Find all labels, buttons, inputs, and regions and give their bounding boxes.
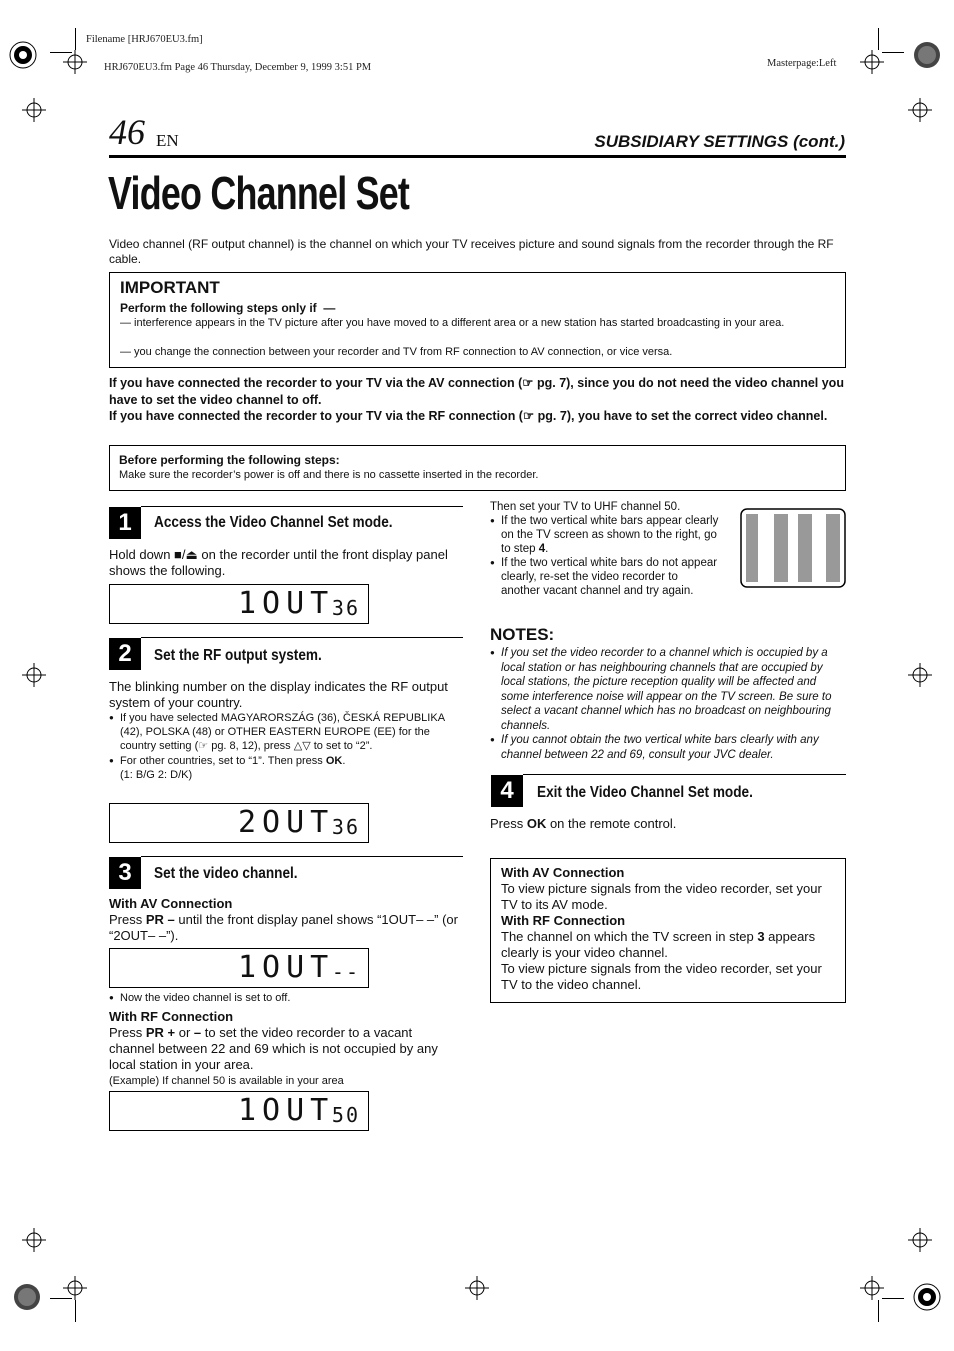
step-rule	[523, 774, 846, 775]
uhf-text: Then set your TV to UHF channel 50.	[490, 501, 681, 513]
step-number-badge: 1	[109, 507, 141, 539]
registration-target-icon	[912, 1282, 942, 1312]
section-header: SUBSIDIARY SETTINGS (cont.)	[594, 132, 845, 151]
display-segment-text: 1OUT	[238, 1093, 335, 1128]
step-2-bullets	[109, 711, 461, 782]
display-channel: 36	[331, 596, 360, 620]
crosshair-icon	[908, 98, 932, 122]
tv-screen-bars-illustration	[740, 508, 846, 588]
display-channel: --	[331, 960, 360, 984]
important-lead: Perform the following steps only if —	[120, 301, 336, 315]
crosshair-icon	[63, 1276, 87, 1300]
system-legend: (1: B/G 2: D/K)	[120, 769, 193, 781]
important-heading: IMPORTANT	[120, 278, 220, 297]
step-title: Set the RF output system.	[154, 647, 322, 664]
display-segment-text: 1OUT	[238, 950, 335, 985]
stop-eject-icon: ■/⏏	[174, 547, 198, 562]
crosshair-icon	[22, 1228, 46, 1252]
crosshair-icon	[860, 50, 884, 74]
list-item: ● If the two vertical white bars do not appear clearly, re-set the video recorder to another vacant channel and try again.	[490, 556, 720, 598]
front-display-panel	[109, 1091, 369, 1131]
summary-rf-heading: With RF Connection	[501, 913, 626, 928]
step-rule	[141, 637, 463, 638]
av-off-note: ● Now the video channel is set to off.	[109, 991, 954, 1005]
summary-content	[501, 865, 839, 993]
step-number-badge: 4	[491, 775, 523, 807]
page-title: Video Channel Set	[108, 167, 410, 219]
front-display-panel	[109, 584, 369, 624]
reference-icon: ☞	[522, 409, 535, 423]
rf-connection-heading: With RF Connection	[109, 1009, 234, 1024]
registration-target-icon	[912, 40, 942, 70]
important-item: — interference appears in the TV picture after you have moved to a different area or a new station has started broadcasting in your area.	[120, 317, 785, 329]
display-segment-text: 2OUT	[238, 805, 335, 840]
rf-connection-text: Press PR + or – to set the video recorder to a vacant channel between 22 and 69 which is not occupied by any local station in your area.	[109, 1025, 438, 1072]
masterpage-label: Masterpage:Left	[767, 58, 837, 69]
list-item: ● If you set the video recorder to a channel which is occupied by a local station or has neighbouring channels that are occupied by local stations, the picture reception quality will be affected and some interference noise will appear on the TV screen. Be sure to select a vacant channel which has no broadcast on neighbouring channels.	[490, 646, 846, 733]
step-number-badge: 2	[109, 638, 141, 670]
connection-note	[109, 375, 846, 425]
before-heading: Before performing the following steps:	[119, 453, 340, 467]
crosshair-icon	[22, 98, 46, 122]
page-language: EN	[156, 131, 179, 150]
notes-heading: NOTES:	[490, 625, 555, 644]
step-number-badge: 3	[109, 857, 141, 889]
front-display-panel	[109, 803, 369, 843]
step-2-text: The blinking number on the display indicates the RF output system of your country.	[109, 679, 448, 710]
step-1-text: Hold down ■/⏏ on the recorder until the front display panel shows the following.	[109, 547, 448, 578]
before-box	[109, 445, 846, 491]
list-item: ● For other countries, set to “1”. Then press OK.	[109, 754, 461, 768]
crosshair-icon	[908, 1228, 932, 1252]
page-number: 46	[109, 112, 145, 152]
crosshair-icon	[860, 1276, 884, 1300]
list-item: ● If the two vertical white bars appear clearly on the TV screen as shown to the right, go to step 4.	[490, 514, 720, 556]
list-item: ● If you have selected MAGYARORSZÁG (36), ČESKÁ REPUBLIKA (42), POLSKA (48) or OTHER EASTERN EUROPE (EE) for the country setting (☞ pg. 8, 12), press △▽ to set to “2”.	[109, 711, 461, 753]
step-title: Exit the Video Channel Set mode.	[537, 784, 753, 801]
display-channel: 36	[331, 815, 360, 839]
step-rule	[141, 856, 463, 857]
channel-example-note: (Example) If channel 50 is available in your area	[109, 1075, 344, 1087]
crosshair-icon	[22, 663, 46, 687]
av-connection-heading: With AV Connection	[109, 896, 233, 911]
av-connection-note: If you have connected the recorder to your TV via the AV connection (☞ pg. 7), since you do not need the video channel you have to set the video channel to off.	[109, 376, 844, 407]
intro-text: Video channel (RF output channel) is the channel on which your TV receives picture and sound signals from the recorder through the RF cable.	[109, 237, 834, 266]
summary-box	[490, 858, 846, 1003]
step-title: Set the video channel.	[154, 865, 298, 882]
file-info-label: HRJ670EU3.fm Page 46 Thursday, December 9, 1999 3:51 PM	[104, 62, 372, 73]
display-channel: 50	[331, 1103, 360, 1127]
step-4-text: Press OK on the remote control.	[490, 816, 677, 831]
up-down-arrows-icon: △▽	[293, 740, 311, 752]
registration-target-icon	[12, 1282, 42, 1312]
before-text: Make sure the recorder’s power is off and there is no cassette inserted in the recorder.	[119, 469, 539, 481]
step-rule	[141, 506, 463, 507]
rf-connection-note: If you have connected the recorder to your TV via the RF connection (☞ pg. 7), you have to set the correct video channel.	[109, 409, 828, 423]
av-connection-text: Press PR – until the front display panel shows “1OUT– –” (or “2OUT– –”).	[109, 912, 458, 943]
filename-label: Filename [HRJ670EU3.fm]	[86, 34, 203, 45]
reference-icon: ☞	[522, 376, 534, 390]
registration-target-icon	[8, 40, 38, 70]
notes-list	[490, 646, 846, 762]
summary-av-text: To view picture signals from the video recorder, set your TV to its AV mode.	[501, 881, 822, 912]
uhf-instructions	[490, 500, 720, 598]
list-item: ● If you cannot obtain the two vertical white bars clearly with any channel between 22 and 69, consult your JVC dealer.	[490, 733, 846, 762]
summary-rf-text: The channel on which the TV screen in step 3 appears clearly is your video channel.	[501, 929, 816, 960]
header-rule	[109, 155, 846, 158]
step-title: Access the Video Channel Set mode.	[154, 514, 393, 531]
important-item: — you change the connection between your recorder and TV from RF connection to AV connection, or vice versa.	[120, 346, 673, 358]
summary-rf-text-2: To view picture signals from the video recorder, set your TV to the video channel.	[501, 961, 822, 992]
crosshair-icon	[465, 1276, 489, 1300]
display-segment-text: 1OUT	[238, 586, 335, 621]
reference-icon: ☞	[198, 740, 209, 752]
summary-av-heading: With AV Connection	[501, 865, 625, 880]
important-box	[109, 272, 846, 368]
crosshair-icon	[63, 50, 87, 74]
front-display-panel	[109, 948, 369, 988]
crosshair-icon	[908, 663, 932, 687]
